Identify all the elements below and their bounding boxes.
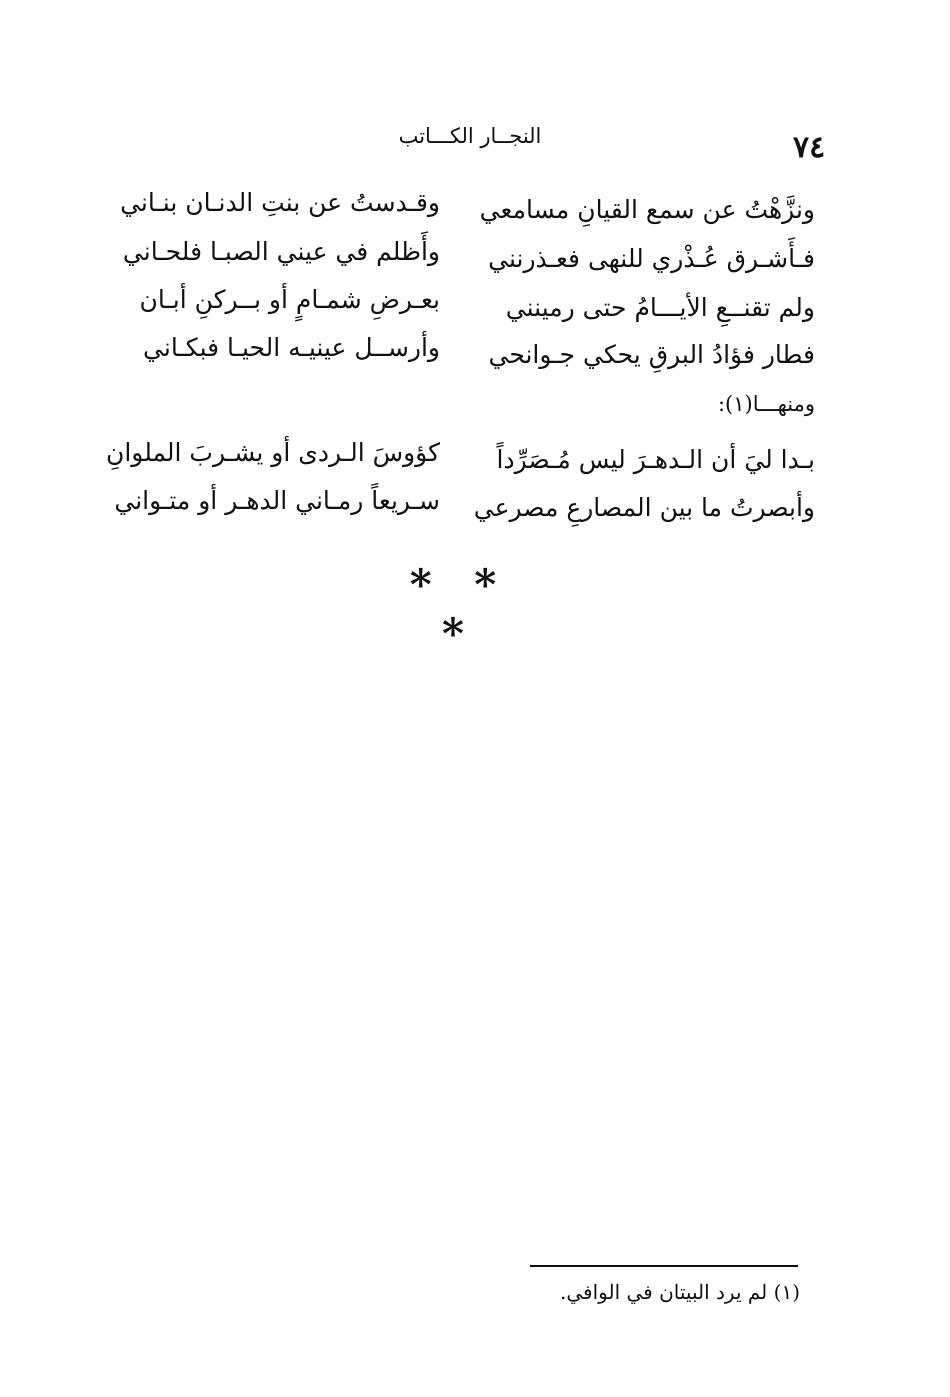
verse-6-second-hemistich: سـريعاً رمـاني الدهـر أو متـواني (114, 486, 440, 515)
verse-2-second-hemistich: وأَظلم في عيني الصبـا فلحـاني (122, 237, 440, 266)
verse-4-first-hemistich: فطار فؤادُ البرقِ يحكي جـوانحي (488, 340, 815, 369)
verse-5-second-hemistich: كؤوسَ الـردى أو يشـربَ الملوانِ (105, 438, 440, 467)
running-title: النجــار الكـــاتب (398, 124, 542, 148)
verse-3-second-hemistich: بعـرضِ شمـامٍ أو بــركنِ أبـان (139, 285, 440, 314)
footnote: (١) لم يرد البيتان في الوافي. (560, 1280, 800, 1304)
asterisk-separator: * * * (409, 560, 511, 658)
verse-5-first-hemistich: بـدا ليَ أن الـدهـرَ ليس مُـصَرِّداً (496, 445, 815, 474)
section-intro: ومنهـــا(١): (717, 392, 815, 416)
verse-1-first-hemistich: ونزَّهْتُ عن سمع القيانِ مسامعي (479, 195, 815, 224)
verse-3-first-hemistich: ولم تقنــعِ الأيـــامُ حتى رمينني (505, 293, 815, 322)
verse-4-second-hemistich: وأرســل عينيـه الحيـا فبكـاني (143, 333, 440, 362)
verse-6-first-hemistich: وأبصرتُ ما بين المصارعِ مصرعي (473, 493, 815, 522)
footnote-rule (530, 1265, 798, 1267)
verse-2-first-hemistich: فـأَشـرق عُـذْري للنهى فعـذرنني (488, 244, 815, 273)
verse-1-second-hemistich: وقـدستُ عن بنتِ الدنـان بنـاني (120, 188, 440, 217)
page-number: ٧٤ (793, 130, 826, 165)
